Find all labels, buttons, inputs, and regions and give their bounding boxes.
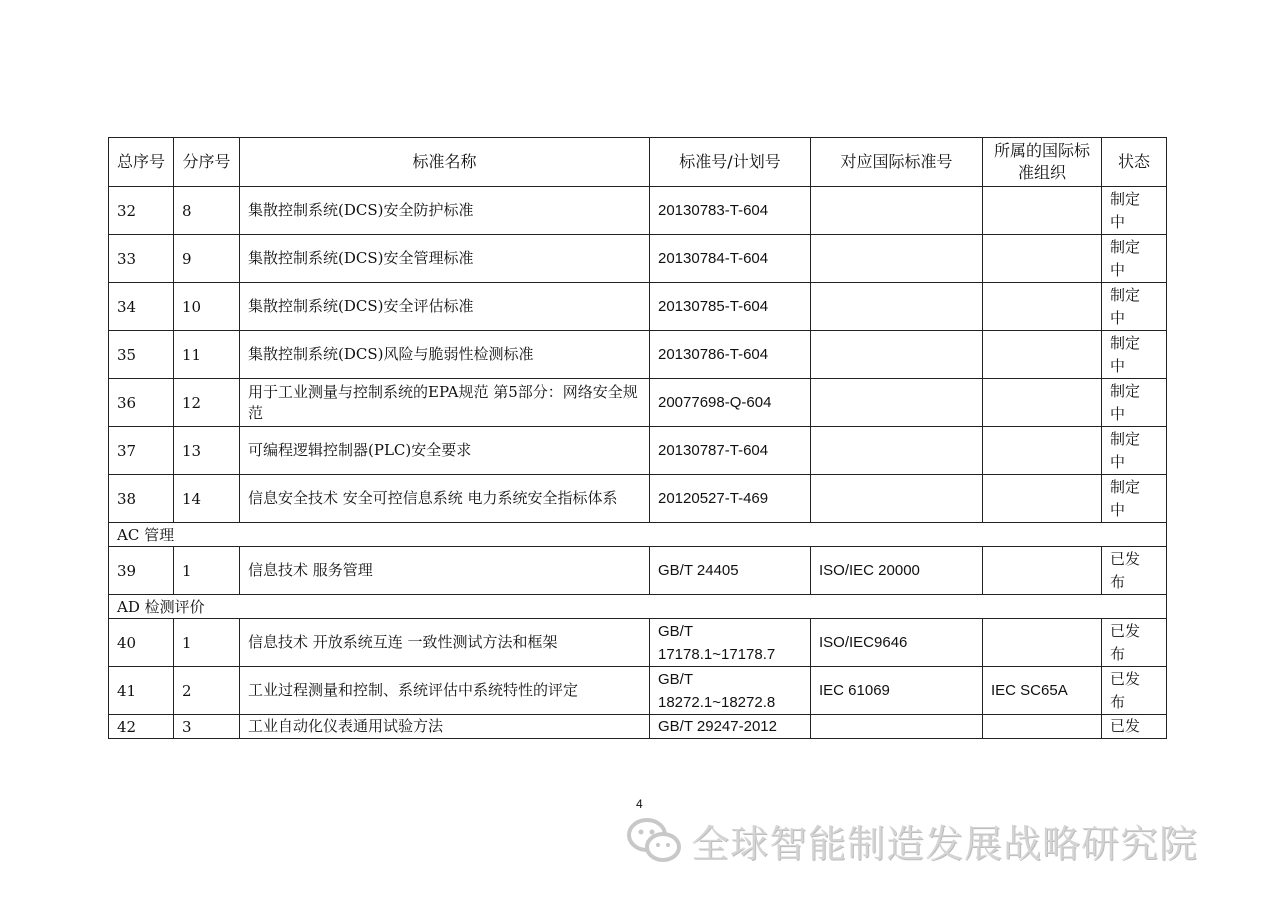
intl-standard: ISO/IEC 20000 [811, 547, 983, 595]
intl-standard [811, 283, 983, 331]
intl-standard [811, 475, 983, 523]
status-text: 制定中 [1110, 237, 1141, 279]
table-row [109, 283, 1167, 331]
intl-org: IEC SC65A [983, 667, 1102, 715]
total-no: 36 [109, 379, 174, 427]
intl-org [983, 187, 1102, 235]
standard-code: GB/T 29247-2012 [650, 715, 811, 739]
section-row [109, 523, 1167, 547]
standard-name: 用于工业测量与控制系统的EPA规范 第5部分：网络安全规范 [240, 379, 650, 427]
status-text: 制定中 [1110, 477, 1141, 519]
standard-name: 集散控制系统(DCS)安全评估标准 [240, 283, 650, 331]
total-no: 38 [109, 475, 174, 523]
total-no: 34 [109, 283, 174, 331]
status-text: 制定中 [1110, 189, 1141, 231]
watermark [625, 812, 1198, 868]
intl-standard [811, 715, 983, 739]
total-no: 39 [109, 547, 174, 595]
table-row [109, 235, 1167, 283]
intl-org [983, 619, 1102, 667]
sub-no: 11 [174, 331, 240, 379]
wechat-icon [625, 815, 683, 865]
section-row [109, 595, 1167, 619]
sub-no: 10 [174, 283, 240, 331]
intl-org [983, 715, 1102, 739]
header-intl-org: 所属的国际标准组织 [983, 138, 1102, 187]
status-text: 制定中 [1110, 285, 1141, 327]
intl-standard: ISO/IEC9646 [811, 619, 983, 667]
sub-no: 14 [174, 475, 240, 523]
sub-no: 1 [174, 619, 240, 667]
page-number: 4 [636, 797, 643, 811]
table-row [109, 547, 1167, 595]
standards-table [108, 137, 1167, 739]
header-intl-std: 对应国际标准号 [811, 138, 983, 187]
intl-standard: IEC 61069 [811, 667, 983, 715]
intl-standard [811, 379, 983, 427]
intl-org [983, 427, 1102, 475]
table-row [109, 667, 1167, 715]
standard-name: 信息技术 服务管理 [240, 547, 650, 595]
total-no: 37 [109, 427, 174, 475]
intl-org [983, 331, 1102, 379]
section-ad-title: AD 检测评价 [109, 595, 1167, 619]
table-row [109, 475, 1167, 523]
standard-code: 20130786-T-604 [650, 331, 811, 379]
standard-code: 20130785-T-604 [650, 283, 811, 331]
table-row [109, 619, 1167, 667]
standard-code: GB/T 17178.1~17178.7 [650, 619, 811, 667]
header-code: 标准号/计划号 [650, 138, 811, 187]
standard-code: GB/T 24405 [650, 547, 811, 595]
sub-no: 12 [174, 379, 240, 427]
standard-code: 20130783-T-604 [650, 187, 811, 235]
table-row [109, 331, 1167, 379]
sub-no: 3 [174, 715, 240, 739]
header-sub-no: 分序号 [174, 138, 240, 187]
intl-org [983, 235, 1102, 283]
table-row [109, 187, 1167, 235]
standard-name: 可编程逻辑控制器(PLC)安全要求 [240, 427, 650, 475]
standard-code: 20077698-Q-604 [650, 379, 811, 427]
intl-org [983, 283, 1102, 331]
sub-no: 1 [174, 547, 240, 595]
status-text: 已发布 [1110, 669, 1141, 711]
standard-name: 信息技术 开放系统互连 一致性测试方法和框架 [240, 619, 650, 667]
watermark-text: 全球智能制造发展战略研究院 [691, 821, 1199, 866]
sub-no: 2 [174, 667, 240, 715]
total-no: 32 [109, 187, 174, 235]
table-row [109, 379, 1167, 427]
total-no: 35 [109, 331, 174, 379]
standard-name: 集散控制系统(DCS)风险与脆弱性检测标准 [240, 331, 650, 379]
standard-code: GB/T 18272.1~18272.8 [650, 667, 811, 715]
intl-standard [811, 331, 983, 379]
status-text: 制定中 [1110, 333, 1141, 375]
total-no: 41 [109, 667, 174, 715]
intl-standard [811, 187, 983, 235]
standard-name: 集散控制系统(DCS)安全防护标准 [240, 187, 650, 235]
status-text: 制定中 [1110, 429, 1141, 471]
section-ac-title: AC 管理 [109, 523, 1167, 547]
status-text: 已发 [1110, 717, 1141, 735]
status-text: 已发布 [1110, 549, 1141, 591]
total-no: 42 [109, 715, 174, 739]
status-text: 已发布 [1110, 621, 1141, 663]
table-row [109, 427, 1167, 475]
sub-no: 8 [174, 187, 240, 235]
standard-code: 20130784-T-604 [650, 235, 811, 283]
intl-standard [811, 235, 983, 283]
standard-code: 20120527-T-469 [650, 475, 811, 523]
status-text: 制定中 [1110, 381, 1141, 423]
intl-org [983, 379, 1102, 427]
standard-name: 信息安全技术 安全可控信息系统 电力系统安全指标体系 [240, 475, 650, 523]
intl-org [983, 547, 1102, 595]
total-no: 33 [109, 235, 174, 283]
standard-name: 工业自动化仪表通用试验方法 [240, 715, 650, 739]
sub-no: 13 [174, 427, 240, 475]
standard-name: 集散控制系统(DCS)安全管理标准 [240, 235, 650, 283]
table-row [109, 715, 1167, 739]
standard-name: 工业过程测量和控制、系统评估中系统特性的评定 [240, 667, 650, 715]
sub-no: 9 [174, 235, 240, 283]
header-name: 标准名称 [240, 138, 650, 187]
intl-org [983, 475, 1102, 523]
intl-standard [811, 427, 983, 475]
header-row [109, 138, 1167, 187]
header-total-no: 总序号 [109, 138, 174, 187]
header-status: 状态 [1102, 138, 1167, 187]
standard-code: 20130787-T-604 [650, 427, 811, 475]
total-no: 40 [109, 619, 174, 667]
